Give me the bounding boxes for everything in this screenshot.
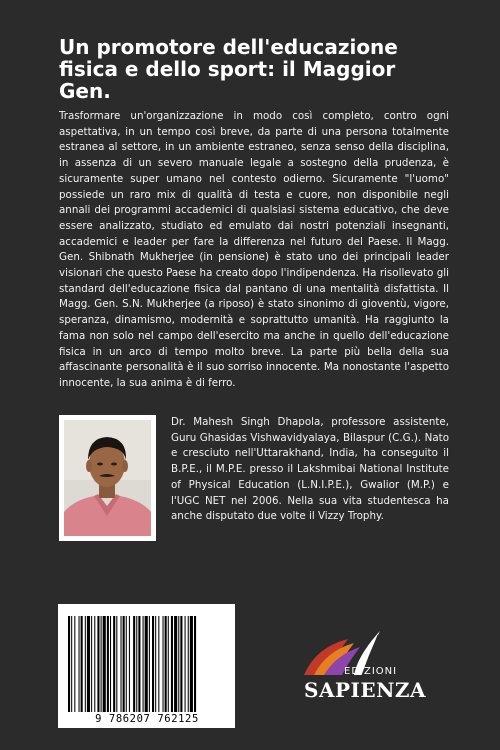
book-title: Un promotore dell'educazione fisica e dello sport: il Maggior Gen. [59, 35, 398, 103]
author-portrait-image [64, 420, 151, 536]
barcode-bars [66, 616, 228, 712]
publisher-line1: EDIZIONI [344, 666, 398, 677]
isbn-barcode [58, 604, 235, 728]
publisher-logo [296, 625, 426, 705]
isbn-number: 9 786207 762125 [95, 713, 199, 725]
author-bio: Dr. Mahesh Singh Dhapola, professore assistente, Guru Ghasidas Vishwavidyalaya, Bilaspur (C.G.). Nato e cresciuto nell'Uttarakhand, India, ha conseguito il B.P.E., il M.P.E. presso il Lakshmibai National Institute of Physical Education (L.N.I.P.E.), Gwalior (M.P.) e l'UGC NET nel 2006. Nella sua vita studentesca ha anche disputato due volte il Vizzy Trophy. [171, 416, 449, 523]
book-description: Trasformare un'organizzazione in modo così completo, contro ogni aspettativa, in un tempo così breve, da parte di una persona totalmente estranea al settore, in un ambiente estraneo, senza senso della disciplina, in assenza di un severo manuale legale a sostegno della prudenza, è sicuramente super umano nel contesto odierno. Sicuramente "l'uomo" possiede un raro mix di qualità di testa e cuore, non disponibile negli annali dei programmi accademici di qualsiasi sistema educativo, che deve essere analizzato, studiato ed emulato dai nostri potenziali insegnanti, accademici e leader per fare la differenza nel futuro del Paese. Il Magg. Gen. Shibnath Mukherjee (in pensione) è stato uno dei principali leader visionari che questo Paese ha creato dopo l'indipendenza. Ha risollevato gli standard dell'educazione fisica dal pantano di una mentalità disfattista. Il Magg. Gen. S.N. Mukherjee (a riposo) è stato sinonimo di gioventù, vigore, speranza, dinamismo, modernità e soprattutto umanità. Ha raggiunto la fama non solo nel campo dell'esercito ma anche in quello dell'educazione fisica in un arco di tempo molto breve. La parte più bella della sua affascinante personalità è il suo sorriso innocente. Ma nonostante l'aspetto innocente, la sua anima è di ferro. [59, 110, 449, 389]
publisher-name: SAPIENZA [304, 678, 426, 702]
author-photo [59, 415, 156, 541]
